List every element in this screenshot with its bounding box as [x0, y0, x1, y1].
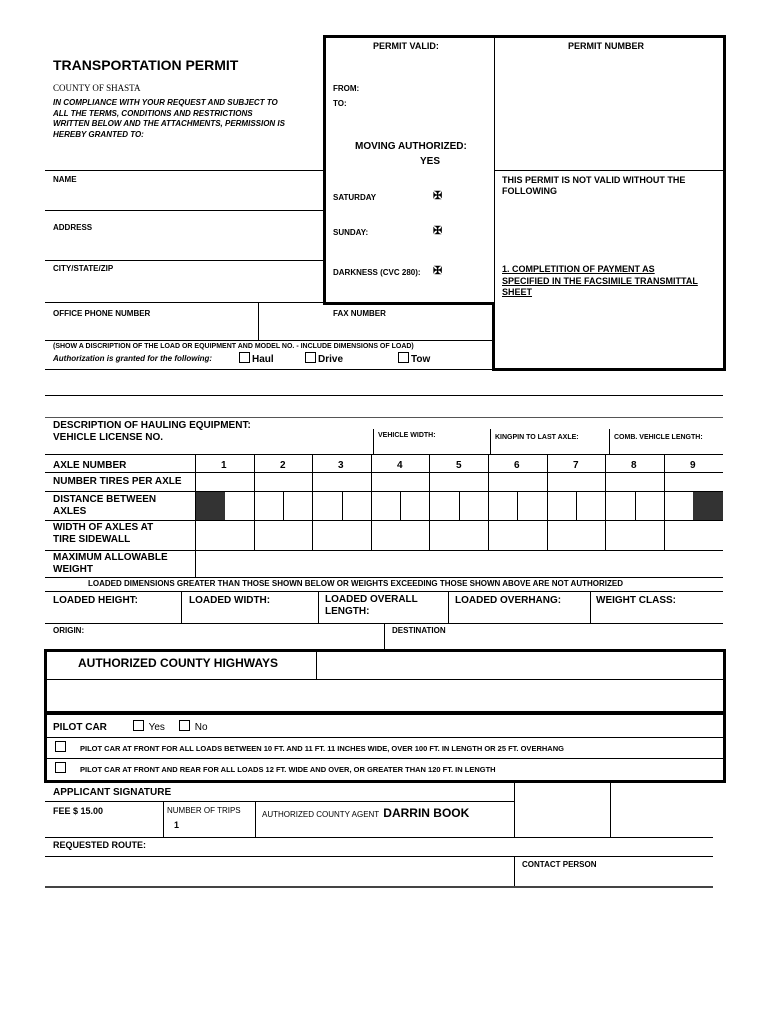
- axle-col-4: 4: [397, 460, 403, 471]
- axle-col-3: 3: [338, 460, 344, 471]
- axle-col-8: 8: [631, 460, 637, 471]
- kingpin-label: KINGPIN TO LAST AXLE:: [495, 434, 579, 441]
- weight-class-label: WEIGHT CLASS:: [596, 595, 676, 606]
- distance-between-label: DISTANCE BETWEEN AXLES: [53, 494, 157, 517]
- loaded-width-label: LOADED WIDTH:: [189, 595, 271, 606]
- office-phone-label: OFFICE PHONE NUMBER: [53, 309, 151, 318]
- fax-label: FAX NUMBER: [333, 309, 386, 318]
- drive-checkbox[interactable]: [305, 352, 316, 363]
- max-weight-label: MAXIMUM ALLOWABLE WEIGHT: [53, 552, 168, 575]
- completion-text: 1. COMPLETITION OF PAYMENT AS SPECIFIED IN THE FACSIMILE TRANSMITTAL SHEET: [502, 264, 698, 297]
- contact-person-label: CONTACT PERSON: [522, 860, 597, 869]
- pilot-front-text: PILOT CAR AT FRONT FOR ALL LOADS BETWEEN 10 FT. AND 11 FT. 11 INCHES WIDE, OVER 100 FT. IN LENGTH OR 25 FT. OVERHANG: [80, 744, 564, 753]
- requested-route-label: REQUESTED ROUTE:: [53, 840, 147, 850]
- county-name: COUNTY OF SHASTA: [53, 83, 141, 93]
- permit-valid-label: PERMIT VALID:: [373, 41, 439, 51]
- fee-label: FEE $ 15.00: [53, 806, 104, 816]
- comb-length-label: COMB. VEHICLE LENGTH:: [614, 434, 703, 441]
- permit-number-label: PERMIT NUMBER: [568, 41, 644, 51]
- hauling-equipment-label: DESCRIPTION OF HAULING EQUIPMENT:: [53, 420, 251, 431]
- number-of-trips-label: NUMBER OF TRIPS: [167, 806, 241, 815]
- axle-col-1: 1: [221, 460, 227, 471]
- authorized-highways-label: AUTHORIZED COUNTY HIGHWAYS: [78, 656, 279, 670]
- origin-label: ORIGIN:: [53, 626, 85, 635]
- name-label: NAME: [53, 175, 77, 184]
- address-label: ADDRESS: [53, 223, 93, 232]
- shaded-cell-right: [693, 492, 723, 520]
- load-description-note: (SHOW A DISCRIPTION OF THE LOAD OR EQUIPMENT AND MODEL NO. - INCLUDE DIMENSIONS OF LOAD): [53, 343, 414, 350]
- moving-authorized-label: MOVING AUTHORIZED:: [355, 141, 467, 152]
- pilot-yes-checkbox[interactable]: [133, 720, 144, 731]
- sunday-check-icon[interactable]: ✠: [433, 225, 443, 237]
- axle-col-2: 2: [280, 460, 286, 471]
- vehicle-width-label: VEHICLE WIDTH:: [378, 432, 436, 439]
- axle-width-label: WIDTH OF AXLES AT TIRE SIDEWALL: [53, 522, 154, 545]
- haul-checkbox[interactable]: [239, 352, 250, 363]
- pilot-front-checkbox[interactable]: [55, 741, 66, 752]
- compliance-text: IN COMPLIANCE WITH YOUR REQUEST AND SUBJECT TO ALL THE TERMS, CONDITIONS AND RESTRICTIONS WRITTEN BELOW AND THE ATTACHMENTS, PERMISSION IS HEREBY GRANTED TO:: [53, 98, 285, 139]
- city-state-zip-label: CITY/STATE/ZIP: [53, 264, 114, 273]
- axle-col-7: 7: [573, 460, 579, 471]
- vehicle-license-label: VEHICLE LICENSE NO.: [53, 432, 164, 443]
- from-label: FROM:: [333, 84, 360, 93]
- pilot-front-rear-checkbox[interactable]: [55, 762, 66, 773]
- axle-col-6: 6: [514, 460, 520, 471]
- saturday-label: SATURDAY: [333, 193, 377, 202]
- number-of-trips-value: 1: [174, 820, 180, 830]
- county-agent-label: AUTHORIZED COUNTY AGENT DARRIN BOOK: [262, 806, 470, 820]
- sunday-label: SUNDAY:: [333, 228, 369, 237]
- applicant-signature-label: APPLICANT SIGNATURE: [53, 787, 172, 798]
- pilot-yes[interactable]: Yes: [133, 720, 165, 733]
- loaded-overhang-label: LOADED OVERHANG:: [455, 595, 562, 606]
- page-title: TRANSPORTATION PERMIT: [53, 57, 239, 73]
- yes-label: YES: [420, 156, 441, 167]
- pilot-no[interactable]: No: [179, 720, 208, 733]
- darkness-label: DARKNESS (CVC 280):: [333, 268, 421, 277]
- not-valid-text: THIS PERMIT IS NOT VALID WITHOUT THE FOLLOWING: [502, 175, 686, 196]
- to-label: TO:: [333, 99, 347, 108]
- axle-number-label: AXLE NUMBER: [53, 460, 127, 471]
- county-agent-name: DARRIN BOOK: [383, 806, 470, 820]
- axle-col-9: 9: [690, 460, 696, 471]
- authorization-text: Authorization is granted for the following: Haul Drive Tow: [53, 354, 431, 365]
- tow-checkbox[interactable]: [398, 352, 409, 363]
- pilot-car-label: PILOT CAR: [53, 722, 107, 733]
- loaded-overall-label: LOADED OVERALL LENGTH:: [325, 594, 418, 617]
- darkness-check-icon[interactable]: ✠: [433, 265, 443, 277]
- loaded-height-label: LOADED HEIGHT:: [53, 595, 138, 606]
- pilot-no-checkbox[interactable]: [179, 720, 190, 731]
- saturday-check-icon[interactable]: ✠: [433, 190, 443, 202]
- tires-per-axle-label: NUMBER TIRES PER AXLE: [53, 476, 182, 487]
- axle-col-5: 5: [456, 460, 462, 471]
- pilot-front-rear-text: PILOT CAR AT FRONT AND REAR FOR ALL LOADS 12 FT. WIDE AND OVER, OR GREATER THAN 120 FT. IN LENGTH: [80, 765, 496, 774]
- loaded-warning: LOADED DIMENSIONS GREATER THAN THOSE SHOWN BELOW OR WEIGHTS EXCEEDING THOSE SHOWN ABOVE ARE NOT AUTHORIZED: [88, 579, 623, 588]
- shaded-cell-left: [196, 492, 225, 520]
- destination-label: DESTINATION: [392, 626, 446, 635]
